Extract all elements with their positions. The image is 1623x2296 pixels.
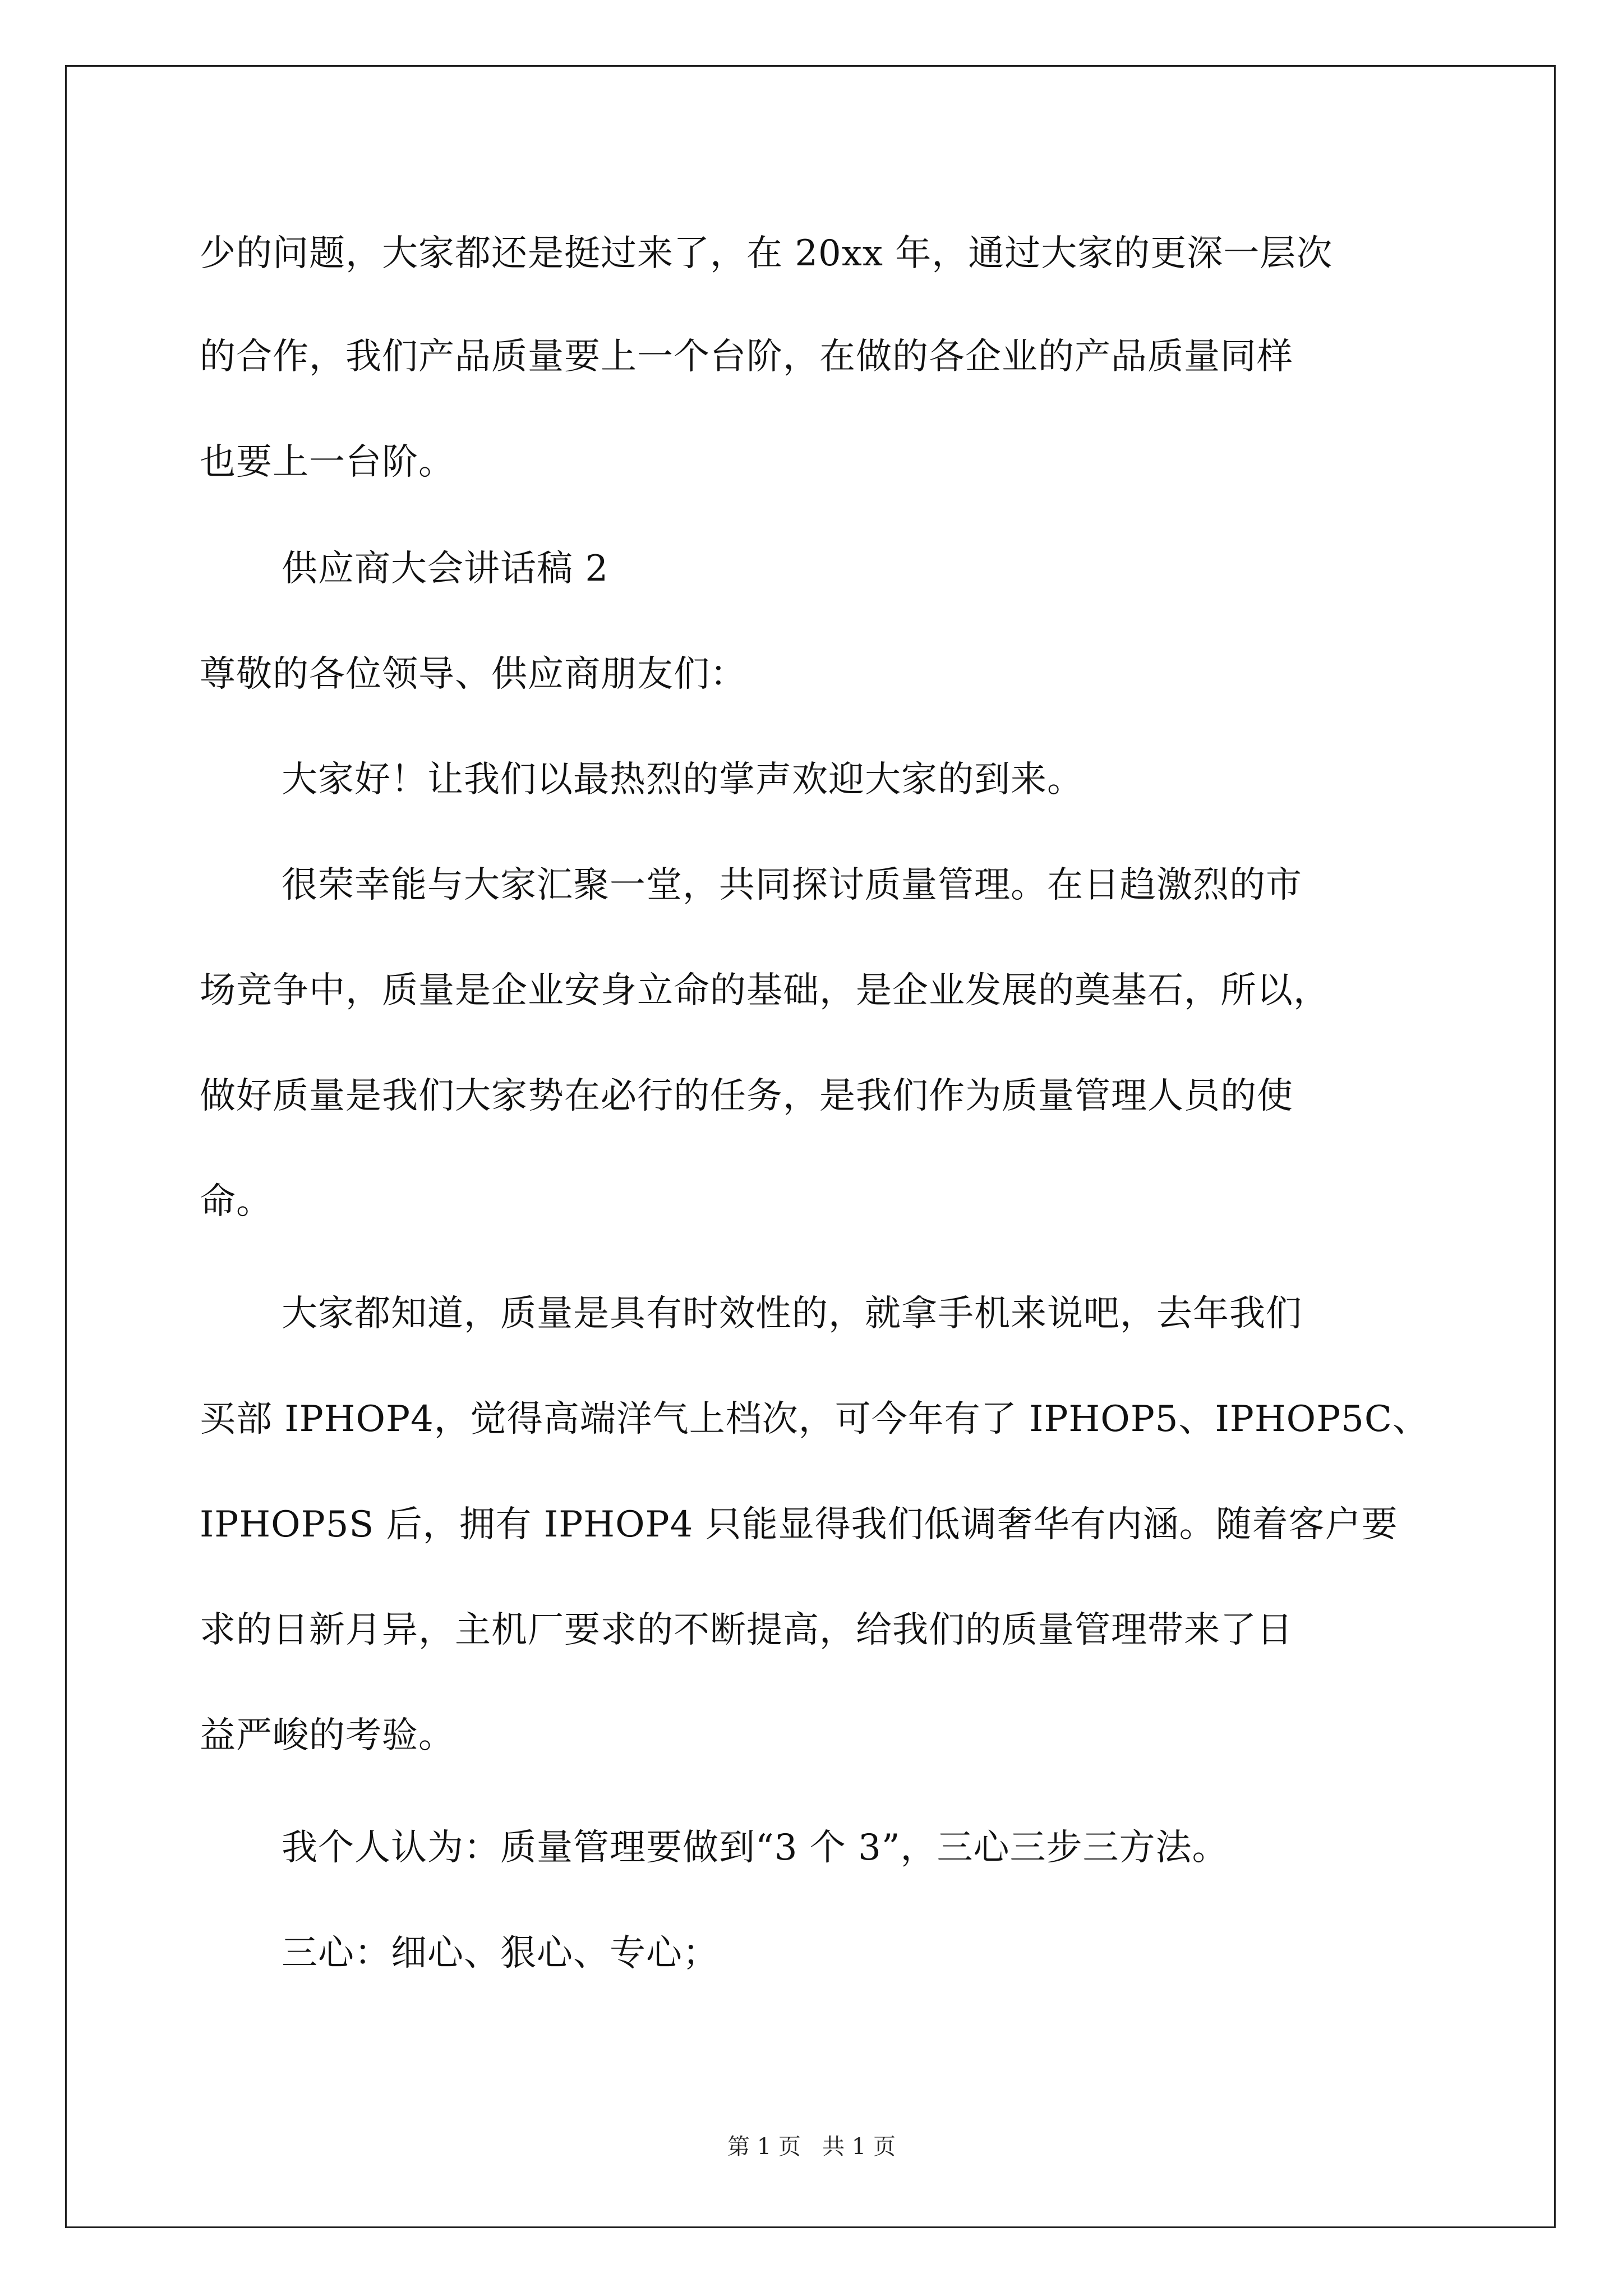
text-line: 很荣幸能与大家汇聚一堂，共同探讨质量管理。在日趋激烈的市 [282, 864, 1302, 906]
text-line: 三心：细心、狠心、专心； [282, 1932, 719, 1974]
text-line: 也要上一台阶。 [200, 441, 455, 483]
section-heading: 供应商大会讲话稿 2 [282, 548, 609, 590]
text-line: 命。 [200, 1181, 273, 1222]
text-line: 买部 IPHOP4，觉得高端洋气上档次，可今年有了 IPHOP5、IPHOP5C、 [200, 1398, 1429, 1440]
text-line: 我个人认为：质量管理要做到“3 个 3”，三心三步三方法。 [282, 1827, 1229, 1869]
text-line: 场竞争中，质量是企业安身立命的基础，是企业发展的奠基石，所以， [200, 970, 1330, 1011]
text-line: 大家好！让我们以最热烈的掌声欢迎大家的到来。 [282, 759, 1083, 800]
text-line: 大家都知道，质量是具有时效性的，就拿手机来说吧，去年我们 [282, 1293, 1302, 1335]
text-line: IPHOP5S 后，拥有 IPHOP4 只能显得我们低调奢华有内涵。随着客户要 [200, 1504, 1398, 1545]
text-line: 求的日新月异，主机厂要求的不断提高，给我们的质量管理带来了日 [200, 1609, 1293, 1651]
page-border [65, 65, 1556, 2228]
text-line: 益严峻的考验。 [200, 1715, 455, 1756]
text-line: 少的问题，大家都还是挺过来了，在 20xx 年，通过大家的更深一层次 [200, 233, 1333, 274]
page-number-footer: 第 1 页 共 1 页 [727, 2134, 896, 2160]
text-line: 做好质量是我们大家势在必行的任务，是我们作为质量管理人员的使 [200, 1075, 1293, 1117]
salutation: 尊敬的各位领导、供应商朋友们： [200, 654, 746, 695]
text-line: 的合作，我们产品质量要上一个台阶，在做的各企业的产品质量同样 [200, 336, 1293, 378]
